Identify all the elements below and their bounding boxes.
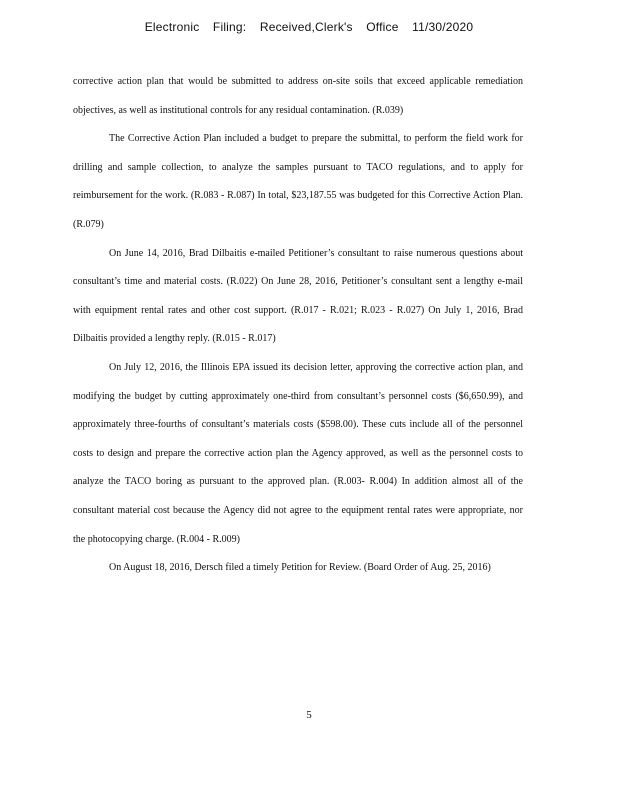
paragraph-petition-for-review: On August 18, 2016, Dersch filed a timely Petition for Review. (Board Order of Aug. 25, 2016) [109,562,491,574]
paragraph-june-correspondence: On June 14, 2016, Brad Dilbaitis e-mailed Petitioner’s consultant to raise numerous questions about consultant’s time and material costs. (R.022) On June 28, 2016, Petitioner’s consultant sent a lengthy e-mail with equipment rental rates and other cost support. (R.017 - R.021; R.023 - R.027) On July 1, 2016, Brad Dilbaitis provided a lengthy reply. (R.015 - R.017) [73,247,523,345]
document-body [73,68,523,583]
filing-stamp-header: Electronic Filing: Received,Clerk's Office 11/30/2020 [144,20,474,34]
paragraph-continued: corrective action plan that would be submitted to address on-site soils that exceed applicable remediation objectives, as well as institutional controls for any residual contamination. (R.039) [73,76,523,116]
paragraph-corrective-action-plan-budget: The Corrective Action Plan included a budget to prepare the submittal, to perform the field work for drilling and sample collection, to analyze the samples pursuant to TACO regulations, and to apply for reimbursement for the work. (R.083 - R.087) In total, $23,187.55 was budgeted for this Corrective Action Plan. (R.079) [73,133,523,230]
page-number: 5 [306,709,312,721]
paragraph-epa-decision-letter: On July 12, 2016, the Illinois EPA issued its decision letter, approving the corrective action plan, and modifying the budget by cutting approximately one-third from consultant’s personnel costs ($6,650.99), and approximately three-fourths of consultant’s materials costs ($598.00). These cuts include all of the personnel costs to design and prepare the corrective action plan the Agency approved, as well as the personnel costs to analyze the TACO boring as pursuant to the approved plan. (R.003- R.004) In addition almost all of the consultant material cost because the Agency did not agree to the equipment rental rates were appropriate, nor the photocopying charge. (R.004 - R.009) [73,361,523,545]
